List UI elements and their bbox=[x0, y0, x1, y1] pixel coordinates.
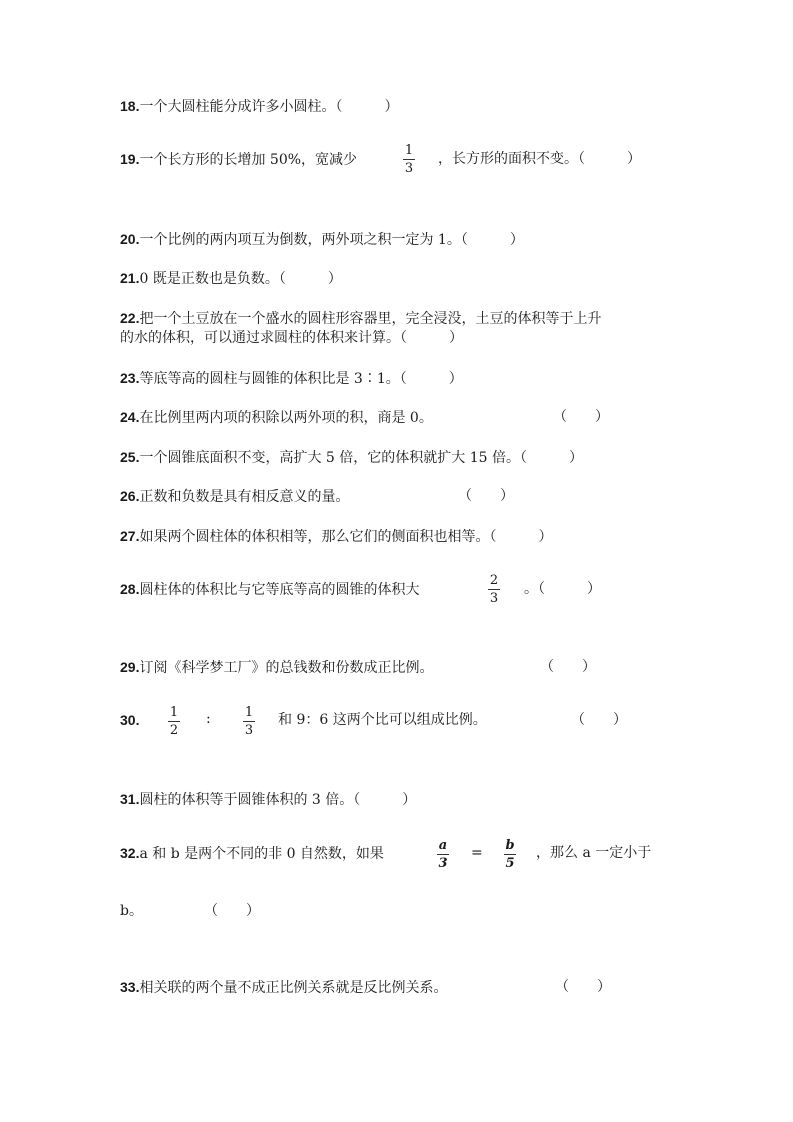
question-number: 30. bbox=[120, 712, 140, 728]
fraction bbox=[488, 573, 500, 606]
question-number: 23. bbox=[120, 370, 140, 386]
question-number: 33. bbox=[120, 979, 140, 995]
fraction-denominator: 5 bbox=[505, 856, 515, 871]
question-text: 把一个土豆放在一个盛水的圆柱形容器里，完全浸没，土豆的体积等于上升 bbox=[139, 311, 602, 327]
fraction-denominator: 3 bbox=[404, 161, 414, 176]
question-text: 圆柱的体积等于圆锥体积的 3 倍。（ ） bbox=[139, 792, 417, 808]
fraction-numerator: 1 bbox=[244, 705, 254, 720]
answer-parentheses: （ ） bbox=[571, 712, 627, 728]
fraction-denominator: 3 bbox=[438, 856, 448, 871]
fraction-a bbox=[437, 838, 449, 871]
question-text-tail: ，那么 a 一定小于 bbox=[536, 845, 652, 861]
question-text: 在比例里两内项的积除以两外项的积，商是 0。 bbox=[139, 410, 433, 426]
question-number: 21. bbox=[120, 270, 140, 286]
question-21 bbox=[120, 268, 342, 289]
question-19 bbox=[120, 149, 357, 170]
question-text: 等底等高的圆柱与圆锥的体积比是 3∶1。（ ） bbox=[139, 371, 463, 387]
question-number: 31. bbox=[120, 791, 140, 807]
question-number: 28. bbox=[120, 581, 140, 597]
fraction-bar bbox=[168, 721, 180, 722]
question-text: 一个圆锥底面积不变，高扩大 5 倍，它的体积就扩大 15 倍。（ ） bbox=[139, 450, 583, 466]
question-25 bbox=[120, 447, 583, 468]
question-number: 20. bbox=[120, 231, 140, 247]
question-27 bbox=[120, 526, 552, 547]
question-32 bbox=[120, 843, 384, 864]
ratio-colon: : bbox=[206, 711, 211, 727]
fraction-denominator: 3 bbox=[489, 591, 499, 606]
question-29 bbox=[120, 657, 433, 678]
question-33 bbox=[120, 977, 447, 998]
equals-sign: = bbox=[471, 845, 483, 861]
answer-parentheses: （ ） bbox=[540, 659, 596, 675]
question-number: 22. bbox=[120, 310, 140, 326]
fraction-bar bbox=[437, 854, 449, 855]
answer-parentheses: （ ） bbox=[204, 903, 260, 919]
question-22 bbox=[120, 308, 601, 329]
answer-parentheses: （ ） bbox=[553, 409, 609, 425]
fraction bbox=[403, 143, 415, 176]
question-number: 26. bbox=[120, 488, 140, 504]
answer-parentheses: （ ） bbox=[458, 488, 514, 504]
question-text: 订阅《科学梦工厂》的总钱数和份数成正比例。 bbox=[139, 660, 434, 676]
fraction-denominator: 3 bbox=[244, 723, 254, 738]
question-text: a 和 b 是两个不同的非 0 自然数，如果 bbox=[139, 846, 384, 862]
question-number: 25. bbox=[120, 449, 140, 465]
question-23 bbox=[120, 368, 463, 389]
fraction-first bbox=[168, 705, 180, 738]
question-text: 一个大圆柱能分成许多小圆柱。（ ） bbox=[139, 99, 399, 115]
question-number: 29. bbox=[120, 659, 140, 675]
fraction-bar bbox=[488, 589, 500, 590]
fraction-numerator: 1 bbox=[404, 143, 414, 158]
question-text: 0 既是正数也是负数。（ ） bbox=[139, 271, 342, 287]
fraction-numerator: 2 bbox=[489, 573, 499, 588]
question-18 bbox=[120, 96, 398, 117]
question-24 bbox=[120, 407, 433, 428]
fraction-bar bbox=[403, 159, 415, 160]
fraction-denominator: 2 bbox=[169, 723, 179, 738]
fraction-bar bbox=[504, 854, 516, 855]
fraction-second bbox=[243, 705, 255, 738]
question-number: 19. bbox=[120, 151, 140, 167]
question-text: 和 9：6 这两个比可以组成比例。 bbox=[278, 712, 487, 728]
question-30 bbox=[120, 710, 139, 731]
fraction-numerator: a bbox=[438, 838, 448, 853]
question-number: 24. bbox=[120, 409, 140, 425]
fraction-b bbox=[504, 838, 516, 871]
question-text-tail: ，长方形的面积不变。（ ） bbox=[438, 151, 641, 167]
question-32-line2: b。 bbox=[120, 903, 143, 919]
question-text: 如果两个圆柱体的体积相等，那么它们的侧面积也相等。（ ） bbox=[139, 529, 553, 545]
question-text: 一个比例的两内项互为倒数，两外项之积一定为 1。（ ） bbox=[139, 232, 524, 248]
fraction-numerator: 1 bbox=[169, 705, 179, 720]
answer-parentheses: （ ） bbox=[555, 979, 611, 995]
question-text: 正数和负数是具有相反意义的量。 bbox=[139, 489, 350, 505]
question-26 bbox=[120, 486, 349, 507]
question-text: 相关联的两个量不成正比例关系就是反比例关系。 bbox=[139, 980, 448, 996]
question-number: 32. bbox=[120, 845, 140, 861]
fraction-numerator: b bbox=[505, 838, 515, 853]
question-number: 27. bbox=[120, 528, 140, 544]
question-22-line2: 的水的体积，可以通过求圆柱的体积来计算。（ ） bbox=[120, 330, 463, 346]
question-text-tail: 。（ ） bbox=[524, 581, 601, 597]
question-text: 一个长方形的长增加 50%，宽减少 bbox=[139, 152, 358, 168]
question-text: 圆柱体的体积比与它等底等高的圆锥的体积大 bbox=[139, 582, 420, 598]
question-28 bbox=[120, 579, 419, 600]
question-20 bbox=[120, 229, 524, 250]
question-number: 18. bbox=[120, 98, 140, 114]
question-31 bbox=[120, 789, 416, 810]
fraction-bar bbox=[243, 721, 255, 722]
